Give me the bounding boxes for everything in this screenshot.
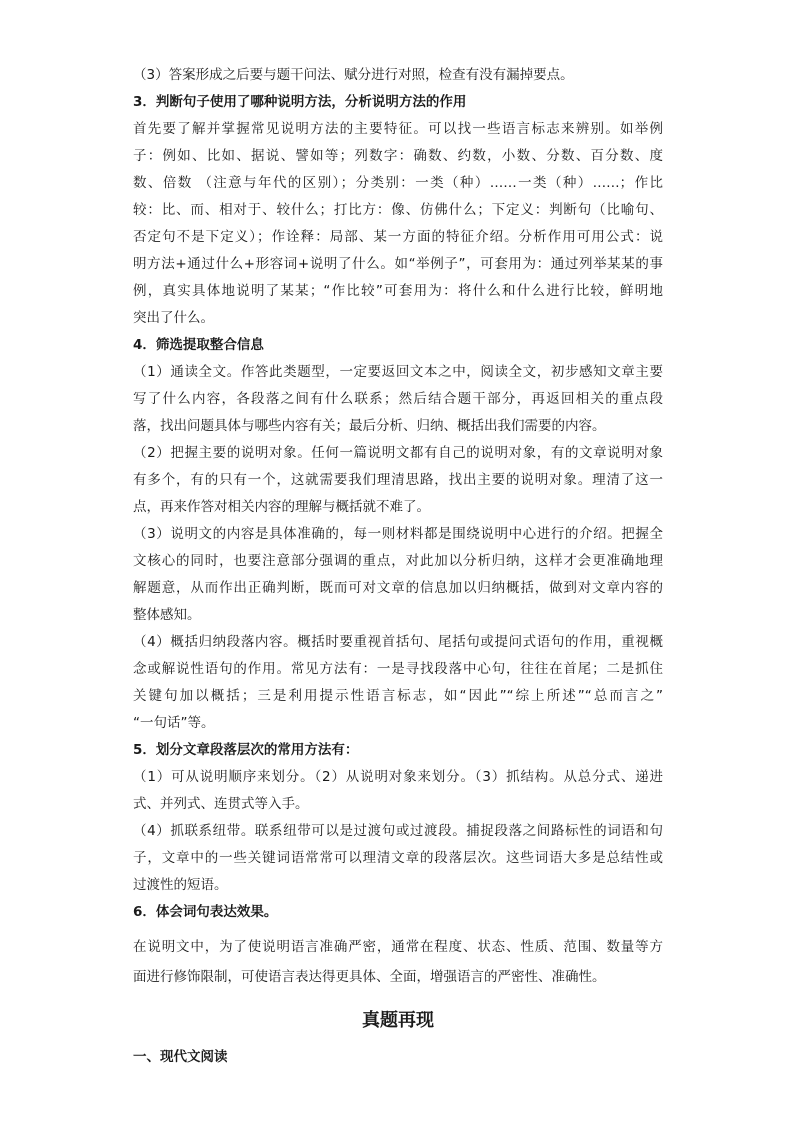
paragraph-line: 子，文章中的一些关键词语常常可以理清文章的段落层次。这些词语大多是总结性或 xyxy=(133,850,663,866)
paragraph-5-2 xyxy=(133,818,663,899)
paragraph-line: 首先要了解并掌握常见说明方法的主要特征。可以找一些语言标志来辨别。如举例 xyxy=(133,121,663,137)
paragraph-5-1 xyxy=(133,764,663,818)
paragraph-line: 解题意，从而作出正确判断，既而可对文章的信息加以归纳概括，做到对文章内容的 xyxy=(133,580,663,596)
paragraph-line: 有多个，有的只有一个，这就需要我们理清思路，找出主要的说明对象。理清了这一 xyxy=(133,472,663,488)
paragraph-line: 念或解说性语句的作用。常见方法有：一是寻找段落中心句，往往在首尾；二是抓住 xyxy=(133,661,663,677)
paragraph-line: 例，真实具体地说明了某某；“作比较”可套用为：将什么和什么进行比较，鲜明地 xyxy=(133,283,663,299)
paragraph-line: 数、倍数 （注意与年代的区别）；分类别：一类（种）……一类（种）……；作比 xyxy=(133,175,663,191)
paragraph-line: 否定句不是下定义）；作诠释：局部、某一方面的特征介绍。分析作用可用公式：说 xyxy=(133,229,663,245)
paragraph-line: 整体感知。 xyxy=(133,607,201,623)
paragraph-line: （1）通读全文。作答此类题型，一定要返回文本之中，阅读全文，初步感知文章主要 xyxy=(133,364,663,380)
paragraph-line: 在说明文中，为了使说明语言准确严密，通常在程度、状态、性质、范围、数量等方 xyxy=(133,939,663,955)
section-heading-3: 3．判断句子使用了哪种说明方法，分析说明方法的作用 xyxy=(133,94,467,110)
paragraph-line: “一句话”等。 xyxy=(133,715,215,731)
paragraph-line: （4）抓联系纽带。联系纽带可以是过渡句或过渡段。捕捉段落之间路标性的词语和句 xyxy=(133,823,663,839)
paragraph-line: 式、并列式、连贯式等入手。 xyxy=(133,796,309,812)
paragraph-line: （4）概括归纳段落内容。概括时要重视首括句、尾括句或提问式语句的作用，重视概 xyxy=(133,634,663,650)
paragraph-line: 明方法+通过什么+形容词+说明了什么。如“举例子”，可套用为：通过列举某某的事 xyxy=(133,256,663,272)
paragraph-6 xyxy=(133,932,663,992)
paragraph-line: 面进行修饰限制，可使语言表达得更具体、全面，增强语言的严密性、准确性。 xyxy=(133,969,606,985)
paragraph-line: 突出了什么。 xyxy=(133,310,214,326)
paragraph-line: 较：比、而、相对于、较什么；打比方：像、仿佛什么；下定义：判断句（比喻句、 xyxy=(133,202,663,218)
paragraph-4-3 xyxy=(133,521,663,629)
paragraph-line: 点，再来作答对相关内容的理解与概括就不难了。 xyxy=(133,499,430,515)
paragraph-line: 过渡性的短语。 xyxy=(133,877,228,893)
paragraph-line: 落，找出问题具体与哪些内容有关；最后分析、归纳、概括出我们需要的内容。 xyxy=(133,418,606,434)
paragraph-4-4 xyxy=(133,629,663,737)
section-title: 真题再现 xyxy=(362,1010,434,1031)
paragraph-line: （1）可从说明顺序来划分。（2）从说明对象来划分。（3）抓结构。从总分式、递进 xyxy=(133,769,663,785)
paragraph-line: 写了什么内容，各段落之间有什么联系；然后结合题干部分，再返回相关的重点段 xyxy=(133,391,663,407)
paragraph-line: 文核心的同时，也要注意部分强调的重点，对此加以分析归纳，这样才会更准确地理 xyxy=(133,553,663,569)
section-heading-6: 6．体会词句表达效果。 xyxy=(133,904,278,920)
paragraph-line: （3）说明文的内容是具体准确的，每一则材料都是围绕说明中心进行的介绍。把握全 xyxy=(133,526,663,542)
paragraph-3 xyxy=(133,116,663,332)
paragraph-line: 关键句加以概括；三是利用提示性语言标志，如“因此”“综上所述”“总而言之” xyxy=(133,688,663,704)
sub-heading: 一、现代文阅读 xyxy=(133,1049,228,1065)
paragraph-line: （2）把握主要的说明对象。任何一篇说明文都有自己的说明对象，有的文章说明对象 xyxy=(133,445,663,461)
section-heading-4: 4．筛选提取整合信息 xyxy=(133,337,264,353)
section-heading-5: 5．划分文章段落层次的常用方法有： xyxy=(133,742,359,758)
document-page xyxy=(133,62,663,1071)
paragraph-line: 子：例如、比如、据说、譬如等；列数字：确数、约数，小数、分数、百分数、度 xyxy=(133,148,663,164)
paragraph-4-1 xyxy=(133,359,663,440)
paragraph-line: （3）答案形成之后要与题干问法、赋分进行对照，检查有没有漏掉要点。 xyxy=(133,67,574,83)
paragraph-4-2 xyxy=(133,440,663,521)
